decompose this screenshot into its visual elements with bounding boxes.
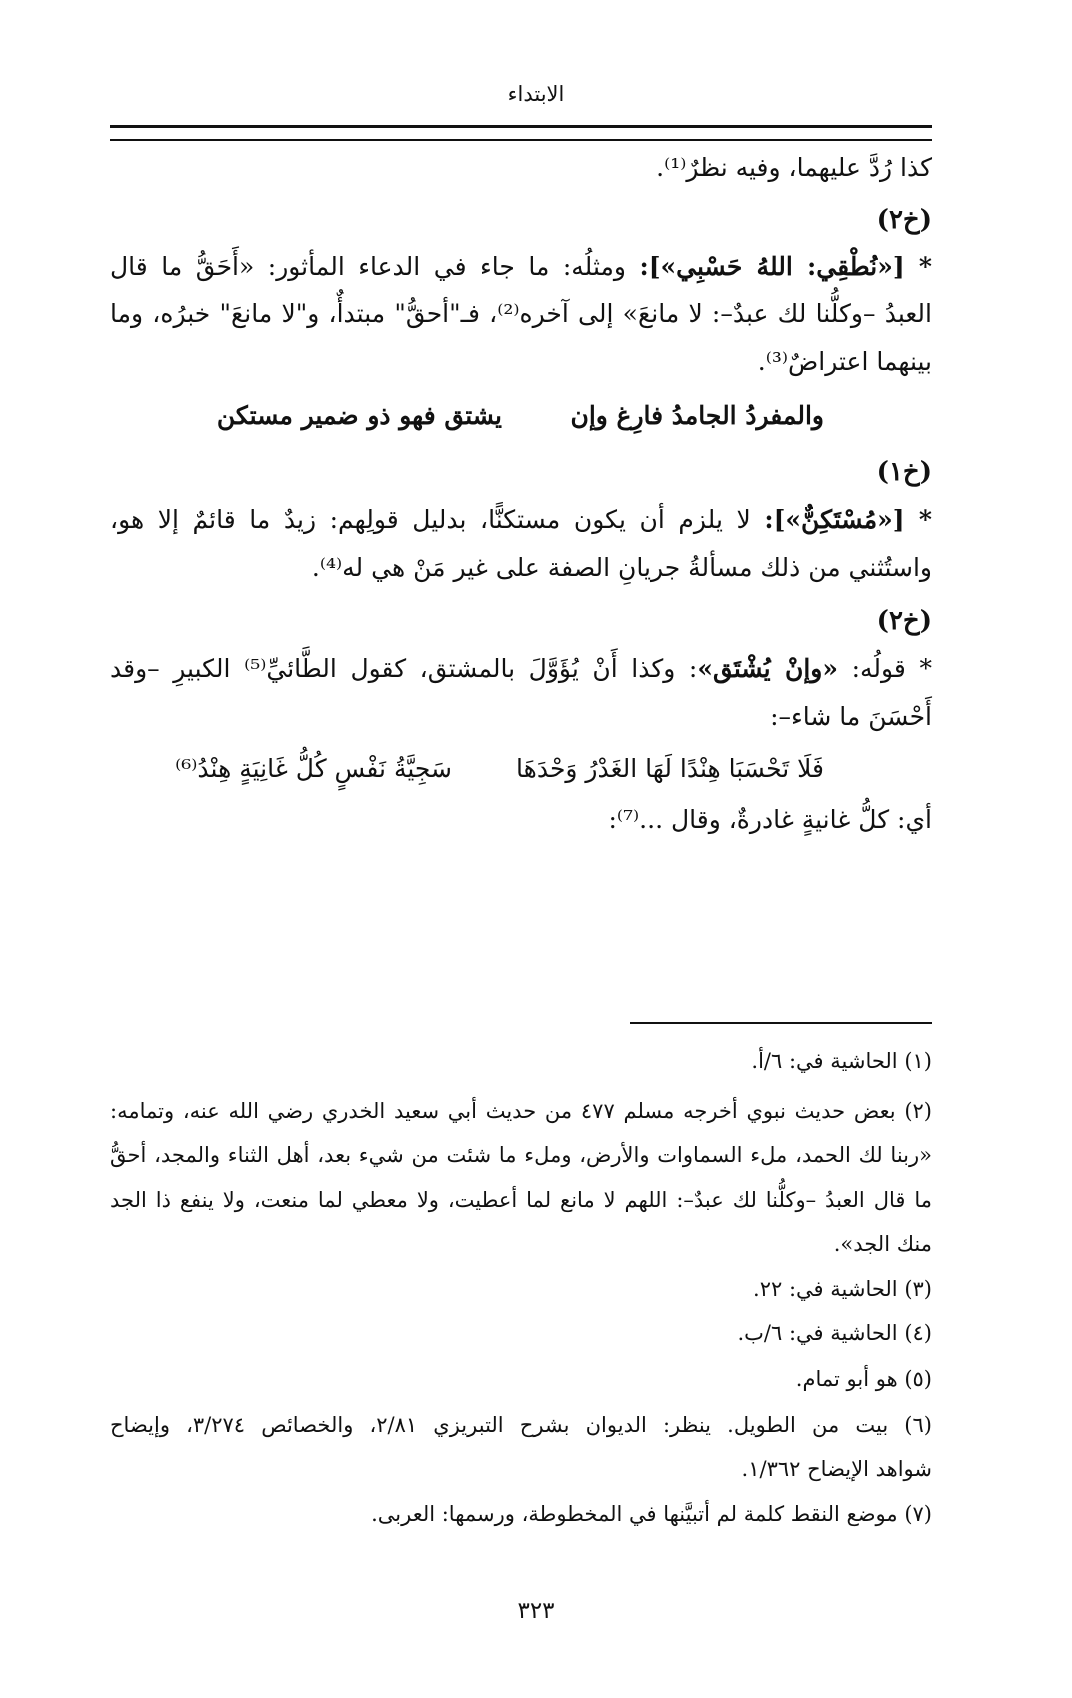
footnote: (٥) هو أبو تمام. <box>795 1367 932 1391</box>
verse-hemistich-left: يشتق فهو ذو ضمير مستكن <box>216 401 502 430</box>
body-text: لا يلزم أن يكون مستكنًّا، بدليل قولِهم: زيدٌ ما قائمٌ إلا هو، <box>110 505 751 534</box>
footnote: (٧) موضع النقط كلمة لم أتبيَّنها في المخطوطة، ورسمها: العربى. <box>371 1502 932 1526</box>
footnote-line: (٦) بيت من الطويل. ينظر: الديوان بشرح التبريزي ٢/٨١، والخصائص ٣/٢٧٤، وإيضاح <box>110 1413 932 1437</box>
footnote-line: شواهد الإيضاح ١/٣٦٢. <box>741 1457 932 1481</box>
footnote-line: ما قال العبدُ –وكلُّنا لك عبدٌ–: اللهم لا مانع لما أعطيت، ولا معطي لما منعت، ولا ينفع ذا الجد <box>110 1188 932 1212</box>
header-rule-top <box>110 125 932 128</box>
body-line <box>110 247 932 287</box>
footnote-line: منك الجد». <box>833 1232 932 1256</box>
bold-lemma: * [«مُسْتَكِنٌّ»]: <box>764 505 932 534</box>
body-line <box>110 500 932 540</box>
footnote: (١) الحاشية في: ٦/أ. <box>751 1049 932 1073</box>
verse-hemistich-left: سَجِيَّةُ نَفْسٍ كُلُّ غَانِيَةٍ هِنْدُ⁽⁶⁾ <box>175 754 452 783</box>
header-rule-bottom <box>110 139 932 141</box>
body-line: أَحْسَنَ ما شاء–: <box>770 702 932 731</box>
footnote-separator <box>630 1022 932 1024</box>
body-text: ومثلُه: ما جاء في الدعاء المأثور: «أَحَقُّ ما قال <box>110 252 626 281</box>
bold-lemma: «وإنْ يُشْتَق» <box>697 654 838 683</box>
body-line: العبدُ –وكلُّنا لك عبدٌ–: لا مانعَ» إلى آخره⁽²⁾، فـ"أحقُّ" مبتدأٌ، و"لا مانعَ" خبرُه، وما <box>110 299 932 328</box>
manuscript-mark: (خ٢) <box>876 205 932 235</box>
body-text: * قولُه: <box>851 654 932 683</box>
footnote-line: «ربنا لك الحمد، ملء السماوات والأرض، وملء ما شئت من شيء بعد، أهل الثناء والمجد، أحقُّ <box>110 1143 932 1167</box>
manuscript-mark: (خ١) <box>876 457 932 487</box>
footnote: (٣) الحاشية في: ٢٢. <box>753 1277 932 1301</box>
footnote: (٤) الحاشية في: ٦/ب. <box>737 1321 932 1345</box>
verse-hemistich-right: والمفردُ الجامدُ فارِغ وإن <box>570 401 824 430</box>
body-line: بينهما اعتراضٌ⁽³⁾. <box>757 347 932 376</box>
body-text: : وكذا أَنْ يُؤَوَّلَ بالمشتق، كقول الطَّائيِّ⁽⁵⁾ الكبيرِ –وقد <box>110 654 698 683</box>
body-line: أي: كلُّ غانيةٍ غادرةٌ، وقال ...⁽⁷⁾: <box>608 805 932 834</box>
page-number: ٣٢٣ <box>517 1598 555 1624</box>
verse-hemistich-right: فَلَا تَحْسَبَا هِنْدًا لَهَا الغَدْرُ وَحْدَهَا <box>516 754 824 783</box>
body-line <box>110 649 932 689</box>
body-line: واستُثني من ذلك مسألةُ جريانِ الصفة على غير مَنْ هي له⁽⁴⁾. <box>311 553 932 582</box>
body-line: كذا رُدَّ عليهما، وفيه نظرٌ⁽¹⁾. <box>656 153 932 182</box>
manuscript-mark: (خ٢) <box>876 606 932 636</box>
bold-lemma: * [«نُطْقِي: اللهُ حَسْبِي»]: <box>639 252 932 281</box>
running-title: الابتداء <box>507 82 565 106</box>
footnote-line: (٢) بعض حديث نبوي أخرجه مسلم ٤٧٧ من حديث أبي سعيد الخدري رضي الله عنه، وتمامه: <box>110 1099 932 1123</box>
